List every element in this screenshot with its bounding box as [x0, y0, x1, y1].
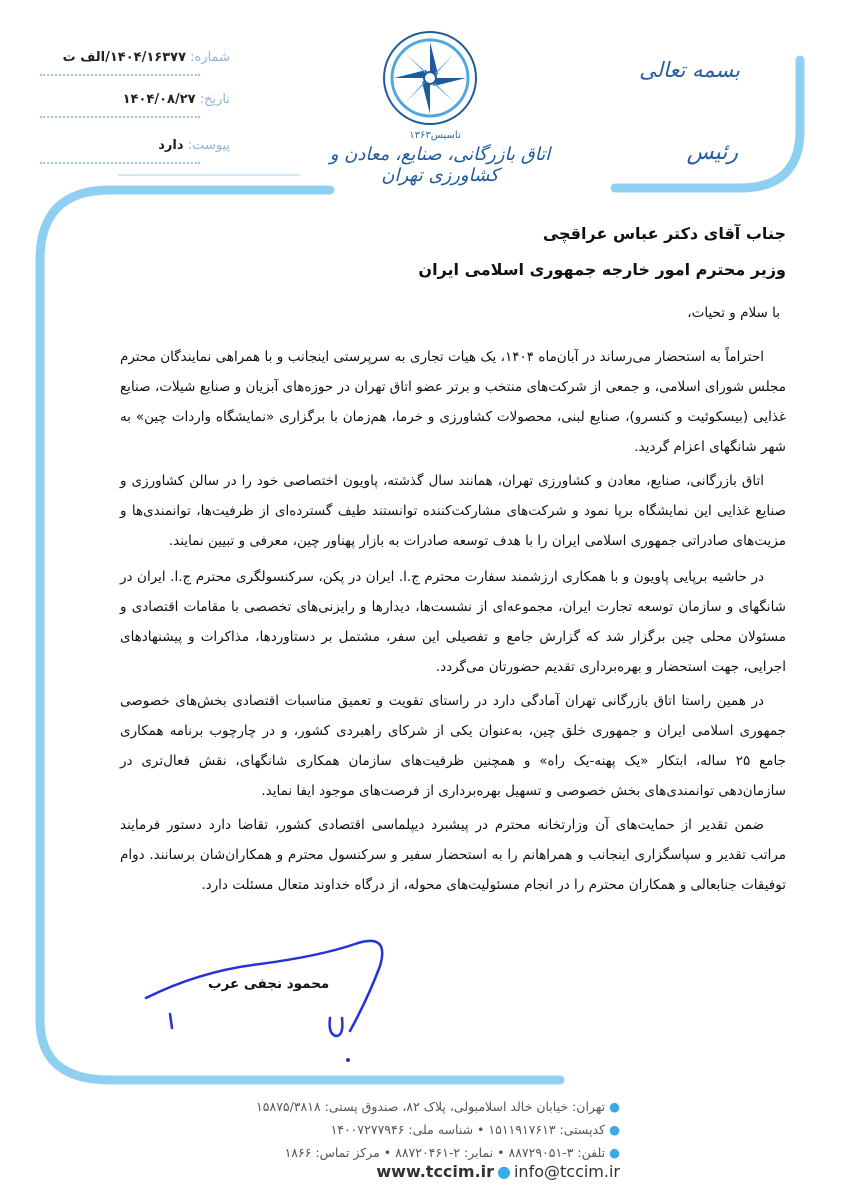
body-paragraph — [120, 810, 786, 900]
president-heading: رئیس — [686, 140, 738, 165]
bismillah-heading: بسمه تعالی — [639, 58, 740, 82]
paragraph-text: در همین راستا اتاق بازرگانی تهران آمادگی دارد در راستای تقویت و تعمیق مناسبات اقتصادی بخش‌های خصوصی جمهوری اسلامی ایران و جمهوری خلق چین، به‌عنوان یکی از شرکای راهبردی کشور، و در چارچوب برنامه همکاری جامع ۲۵ ساله، ابتکار «یک پهنه-یک راه» و همچنین ظرفیت‌های سازمان همکاری شانگهای، نقش فعال‌تری در سازمان‌دهی توانمندی‌های بخش خصوصی و تسهیل بهره‌برداری از فرصت‌های موجود ایفا نماید. — [120, 693, 786, 799]
recipient-title: وزیر محترم امور خارجه جمهوری اسلامی ایران — [418, 260, 786, 279]
email-link[interactable]: info@tccim.ir — [513, 1162, 620, 1181]
org-name: اتاق بازرگانی، صنایع، معادن و کشاورزی تهران — [329, 144, 551, 186]
letter-number-value: ۱۴۰۴/۱۶۳۷۷/الف ت — [62, 50, 187, 65]
recipient-name: جناب آقای دکتر عباس عراقچی — [542, 224, 786, 243]
footer-bullet-icon: ● — [497, 1162, 511, 1181]
chamber-logo-icon — [380, 28, 480, 128]
body-paragraph — [120, 342, 786, 462]
body-paragraph — [120, 466, 786, 556]
footer-phones-text: تلفن: ۳-۸۸۷۲۹۰۵۱ • نمابر: ۲-۸۸۷۲۰۴۶۱ • مرکز تماس: ۱۸۶۶ — [284, 1145, 606, 1160]
letter-attachment-value: دارد — [158, 138, 184, 153]
footer-postal — [240, 1122, 620, 1137]
paragraph-text: اتاق بازرگانی، صنایع، معادن و کشاورزی تهران، همانند سال گذشته، پاویون اختصاصی خود را در سالن کشاورزی و صنایع غذایی این نمایشگاه برپا نمود و شرکت‌های مشارکت‌کننده توانستند طیف گسترده‌ای از ظرفیت‌ها، توانمندی‌ها و مزیت‌های صادراتی جمهوری اسلامی ایران را با هدف توسعه صادرات به بازار پهناور چین، معرفی و تبیین نمایند. — [120, 473, 786, 549]
handwritten-signature-icon — [140, 936, 400, 1066]
letter-number — [40, 50, 230, 76]
letter-date — [40, 92, 230, 118]
letter-number-label: شماره: — [190, 50, 230, 65]
footer-address — [240, 1099, 620, 1114]
paragraph-text: احتراماً به استحضار می‌رساند در آبان‌ماه ۱۴۰۴، یک هیات تجاری به سرپرستی اینجانب و با همراهی نمایندگان محترم مجلس شورای اسلامی، و جمعی از شرکت‌های منتخب و برتر عضو اتاق تهران در حوزه‌های آبزیان و صنایع شیلات، صنایع غذایی (بیسکوئیت و کنسرو)، صنایع لبنی، محصولات کشاورزی و خرما، هم‌زمان با برگزاری «نمایشگاه واردات چین» به شهر شانگهای اعزام گردید. — [120, 349, 786, 455]
org-established: تاسیس۱۳۶۳ — [409, 130, 461, 141]
letter-date-value: ۱۴۰۴/۰۸/۲۷ — [122, 92, 196, 107]
letter-attachment-label: پیوست: — [187, 138, 230, 153]
signer-name: محمود نجفی عرب — [208, 976, 330, 992]
paragraph-text: ضمن تقدیر از حمایت‌های آن وزارتخانه محترم در پیشبرد دیپلماسی اقتصادی کشور، تقاضا دارد دستور فرمایند مراتب تقدیر و سپاسگزاری اینجانب و همراهانم را به استحضار سفیر و سرکنسول محترم و همکاران‌شان برسانند. دوام توفیقات جنابعالی و همکاران محترم را در انجام مسئولیت‌های محوله، از درگاه خداوند متعال مسئلت دارد. — [120, 817, 786, 893]
body-paragraph — [120, 562, 786, 682]
body-paragraph — [120, 686, 786, 806]
footer-postal-text: کدپستی: ۱۵۱۱۹۱۷۶۱۳ • شناسه ملی: ۱۴۰۰۷۲۷۷۹۴۶ — [330, 1122, 606, 1137]
letter-date-label: تاریخ: — [199, 92, 230, 107]
footer-address-text: تهران: خیابان خالد اسلامبولی، پلاک ۸۲، صندوق پستی: ۱۵۸۷۵/۳۸۱۸ — [256, 1099, 606, 1114]
website-link[interactable]: www.tccim.ir — [376, 1162, 495, 1181]
footer-bullet-icon: ● — [609, 1099, 620, 1114]
footer-bullet-icon: ● — [609, 1122, 620, 1137]
paragraph-text: در حاشیه برپایی پاویون و با همکاری ارزشمند سفارت محترم ج.ا. ایران در پکن، سرکنسولگری محترم ج.ا. ایران در شانگهای و سازمان توسعه تجارت ایران، مجموعه‌ای از نشست‌ها، دیدارها و رایزنی‌های تخصصی با مقامات اقتصادی و مسئولان محلی چین برگزار شد که گزارش جامع و تفصیلی این سفر، مشتمل بر دستاوردها، مذاکرات و پیشنهادهای اجرایی، جهت استحضار و بهره‌برداری تقدیم حضورتان می‌گردد. — [120, 569, 786, 675]
greeting: با سلام و تحیات، — [687, 305, 780, 321]
letter-attachment — [40, 138, 230, 164]
footer-phones — [240, 1145, 620, 1160]
footer-web — [240, 1162, 620, 1181]
footer-bullet-icon: ● — [609, 1145, 620, 1160]
